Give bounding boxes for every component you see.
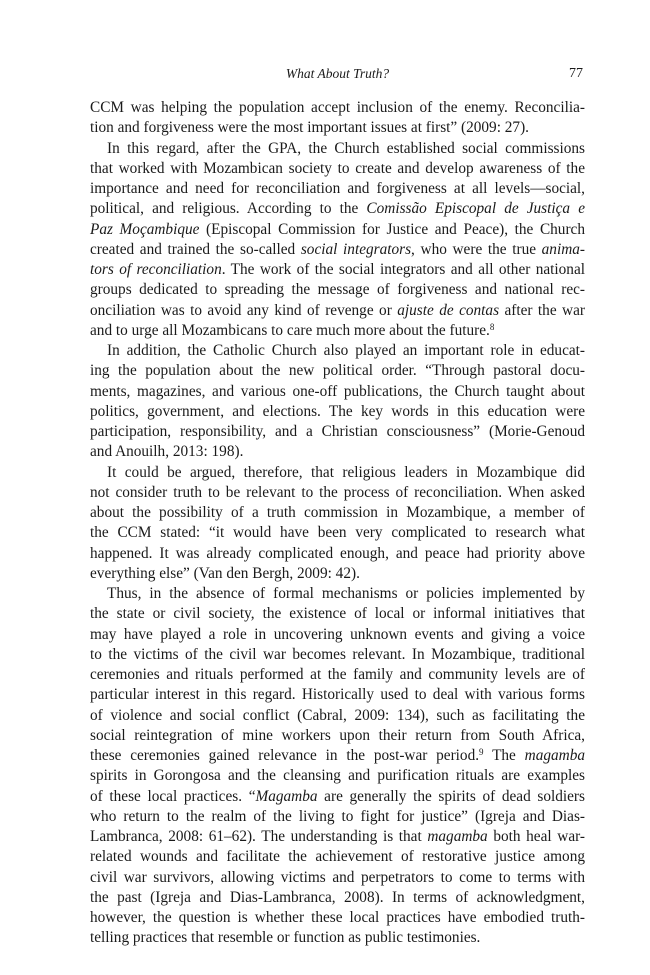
paragraph bbox=[90, 463, 585, 585]
text-segment: groups dedicated to spreading the message of forgiveness and national rec- bbox=[90, 281, 585, 299]
text-segment: particular interest in this regard. Historically used to deal with various forms bbox=[90, 686, 585, 704]
body-text bbox=[90, 98, 585, 949]
text-segment: spirits in Gorongosa and the cleansing and purification rituals are examples bbox=[90, 767, 585, 785]
text-line bbox=[90, 159, 585, 179]
text-line bbox=[90, 564, 585, 584]
text-segment: after the war bbox=[499, 301, 585, 319]
page-header bbox=[90, 66, 585, 88]
italic-text: Comissão Episcopal de Justiça e bbox=[366, 200, 585, 218]
text-segment: civil war survivors, allowing victims and perpetrators to come to terms with bbox=[90, 868, 585, 886]
text-segment: politics, government, and elections. The key words in this education were bbox=[90, 402, 585, 420]
text-segment: the past (Igreja and Dias-Lambranca, 2008). In terms of acknowledgment, bbox=[90, 888, 585, 906]
text-line bbox=[90, 463, 585, 483]
italic-text: Paz Moçambique bbox=[90, 220, 200, 238]
footnote-marker: 9 bbox=[479, 747, 484, 757]
text-segment: importance and need for reconciliation and forgiveness at all levels—social, bbox=[90, 180, 585, 197]
italic-text: anima- bbox=[541, 240, 585, 258]
text-line bbox=[90, 665, 585, 685]
text-line bbox=[90, 645, 585, 665]
text-line bbox=[90, 827, 585, 847]
text-segment: the CCM stated: “it would have been very complicated to research what bbox=[90, 524, 585, 542]
text-line bbox=[90, 422, 585, 442]
text-segment: onciliation was to avoid any kind of revenge or bbox=[90, 301, 398, 319]
text-line bbox=[90, 483, 585, 503]
text-line bbox=[90, 908, 585, 928]
text-line bbox=[90, 240, 585, 260]
paragraph bbox=[90, 341, 585, 463]
text-line bbox=[90, 847, 585, 867]
footnote-marker: 8 bbox=[489, 321, 495, 332]
text-segment: CCM was helping the population accept inclusion of the enemy. Reconcilia- bbox=[90, 99, 585, 116]
paragraph bbox=[90, 584, 585, 949]
text-line bbox=[90, 584, 585, 604]
text-segment: the state or civil society, the existence of local or informal initiatives that bbox=[90, 605, 585, 623]
text-segment: participation, responsibility, and a Christian consciousness” (Morie-Genoud bbox=[90, 423, 585, 440]
text-line bbox=[90, 199, 585, 219]
text-line bbox=[90, 888, 585, 908]
paragraph bbox=[90, 139, 585, 342]
text-segment: may have played a role in uncovering unknown events and giving a voice bbox=[90, 625, 585, 643]
text-line bbox=[90, 98, 585, 118]
italic-text: ajuste de contas bbox=[397, 301, 500, 319]
text-segment: political, and religious. According to the bbox=[90, 200, 367, 218]
text-segment: It could be argued, therefore, that religious leaders in Mozambique did bbox=[107, 463, 585, 481]
text-line bbox=[90, 726, 585, 746]
text-line bbox=[90, 402, 585, 422]
text-segment: Lambranca, 2008: 61–62). The understanding is that bbox=[90, 828, 428, 845]
text-line bbox=[90, 625, 585, 645]
text-segment: are generally the spirits of dead soldiers bbox=[317, 787, 585, 805]
italic-text: social integrators bbox=[300, 240, 412, 258]
paragraph bbox=[90, 98, 585, 139]
text-segment: The bbox=[483, 747, 525, 764]
text-segment: and to urge all Mozambicans to care much more about the future. bbox=[90, 321, 490, 339]
text-segment: both heal war- bbox=[487, 828, 585, 845]
text-segment: to the victims of the civil war becomes relevant. In Mozambique, traditional bbox=[90, 645, 585, 663]
text-segment: and Anouilh, 2013: 198). bbox=[90, 443, 244, 461]
text-segment: social reintegration of mine workers upon their return from South Africa, bbox=[90, 726, 585, 744]
text-segment: these ceremonies gained relevance in the post-war period. bbox=[90, 747, 480, 764]
text-line bbox=[90, 807, 585, 827]
text-line bbox=[90, 382, 585, 402]
text-line bbox=[90, 604, 585, 624]
text-line bbox=[90, 706, 585, 726]
text-segment: ceremonies and rituals performed at the family and community levels are of bbox=[90, 666, 585, 683]
text-segment: of violence and social conflict (Cabral, 2009: 134), such as facilitating the bbox=[90, 706, 585, 724]
text-segment: related wounds and facilitate the achievement of restorative justice among bbox=[90, 848, 585, 866]
text-segment: about the possibility of a truth commission in Mozambique, a member of bbox=[90, 504, 585, 521]
text-line bbox=[90, 503, 585, 523]
text-segment: In addition, the Catholic Church also played an important role in educat- bbox=[107, 342, 585, 359]
text-line bbox=[90, 787, 585, 807]
text-line bbox=[90, 523, 585, 543]
text-line bbox=[90, 301, 585, 321]
text-line bbox=[90, 868, 585, 888]
italic-text: tors of reconciliation bbox=[90, 261, 222, 278]
text-line bbox=[90, 544, 585, 564]
italic-text: Magamba bbox=[255, 787, 318, 805]
text-line bbox=[90, 321, 585, 341]
text-line bbox=[90, 766, 585, 786]
text-line bbox=[90, 361, 585, 381]
text-segment: happened. It was already complicated enough, and peace had priority above bbox=[90, 544, 585, 562]
text-line bbox=[90, 139, 585, 159]
text-segment: . The work of the social integrators and all other national bbox=[221, 261, 585, 278]
text-segment: , who were the true bbox=[411, 240, 542, 258]
text-line bbox=[90, 118, 585, 138]
italic-text: magamba bbox=[524, 747, 585, 764]
running-head: What About Truth? bbox=[285, 66, 390, 81]
text-segment: who return to the realm of the living to fight for justice” (Igreja and Dias- bbox=[90, 807, 585, 825]
text-line bbox=[90, 179, 585, 199]
text-segment: that worked with Mozambican society to create and develop awareness of the bbox=[90, 159, 585, 177]
italic-text: magamba bbox=[427, 828, 488, 845]
text-line bbox=[90, 280, 585, 300]
text-segment: everything else” (Van den Bergh, 2009: 42). bbox=[90, 564, 360, 582]
text-line bbox=[90, 442, 585, 462]
text-line bbox=[90, 746, 585, 766]
text-line bbox=[90, 260, 585, 280]
page-number: 77 bbox=[569, 66, 583, 81]
text-segment: ing the population about the new political order. “Through pastoral docu- bbox=[90, 362, 585, 380]
text-line bbox=[90, 928, 585, 948]
text-segment: tion and forgiveness were the most important issues at first” (2009: 27). bbox=[90, 119, 529, 137]
text-segment: however, the question is whether these local practices have embodied truth- bbox=[90, 909, 585, 926]
text-segment: Thus, in the absence of formal mechanisms or policies implemented by bbox=[107, 585, 585, 602]
text-segment: telling practices that resemble or function as public testimonies. bbox=[90, 929, 481, 947]
text-segment: ments, magazines, and various one-off publications, the Church taught about bbox=[90, 382, 585, 400]
text-segment: created and trained the so-called bbox=[90, 240, 301, 258]
text-line bbox=[90, 685, 585, 705]
text-line bbox=[90, 220, 585, 240]
text-line bbox=[90, 341, 585, 361]
text-segment: (Episcopal Commission for Justice and Peace), the Church bbox=[199, 220, 585, 238]
text-segment: of these local practices. “ bbox=[90, 787, 256, 805]
text-segment: In this regard, after the GPA, the Church established social commissions bbox=[107, 139, 585, 157]
text-segment: not consider truth to be relevant to the process of reconciliation. When asked bbox=[90, 483, 585, 501]
